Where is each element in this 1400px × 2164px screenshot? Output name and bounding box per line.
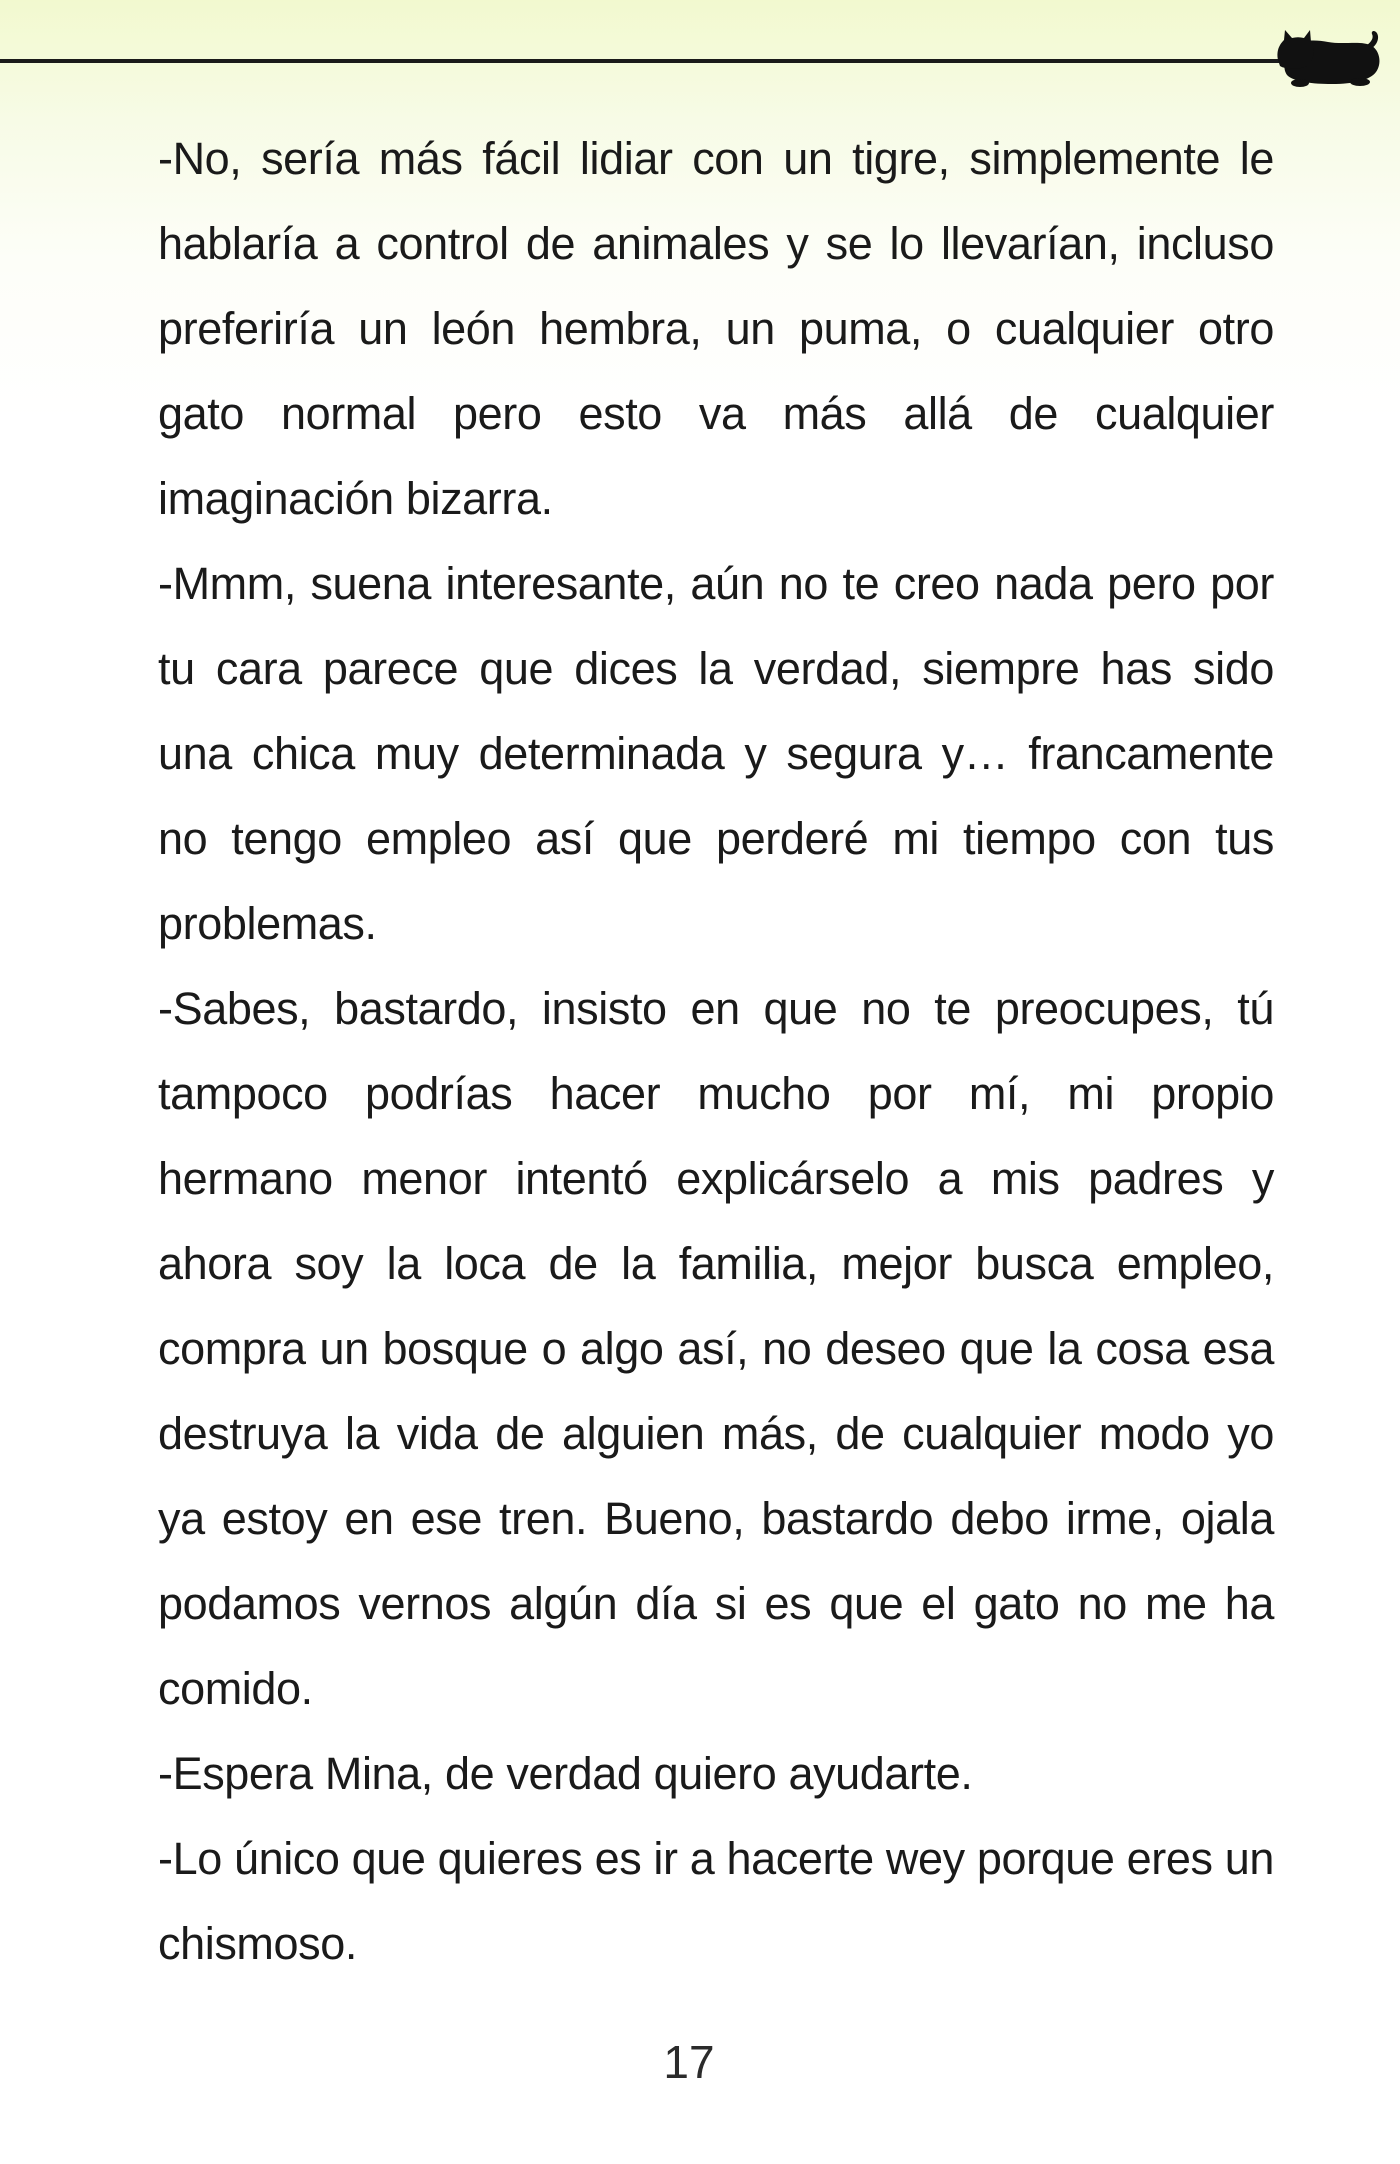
body-text [158, 116, 1274, 1986]
dialogue-paragraph-1: -No, sería más fácil lidiar con un tigre, simplemente le hablaría a control de animales y se lo llevarían, incluso preferiría un león hembra, un puma, o cualquier otro gato normal pero esto va más allá de cualquier imaginación bizarra. [158, 133, 1274, 524]
dialogue-paragraph-3: -Sabes, bastardo, insisto en que no te preocupes, tú tampoco podrías hacer mucho por mí, mi propio hermano menor intentó explicárselo a mis padres y ahora soy la loca de la familia, mejor busca empleo, compra un bosque o algo así, no deseo que la cosa esa destruya la vida de alguien más, de cualquier modo yo ya estoy en ese tren. Bueno, bastardo debo irme, ojala podamos vernos algún día si es que el gato no me ha comido. [158, 983, 1274, 1714]
dialogue-paragraph-2: -Mmm, suena interesante, aún no te creo nada pero por tu cara parece que dices la verdad, siempre has sido una chica muy determinada y segura y… francamente no tengo empleo así que perderé mi tiempo con tus problemas. [158, 558, 1274, 949]
dialogue-paragraph-4: -Espera Mina, de verdad quiero ayudarte. [158, 1748, 973, 1799]
sleeping-cat-icon [1268, 26, 1386, 88]
page-number: 17 [663, 2036, 715, 2088]
dialogue-paragraph-5: -Lo único que quieres es ir a hacerte wey porque eres un chismoso. [158, 1833, 1274, 1969]
header-rule [0, 59, 1275, 63]
